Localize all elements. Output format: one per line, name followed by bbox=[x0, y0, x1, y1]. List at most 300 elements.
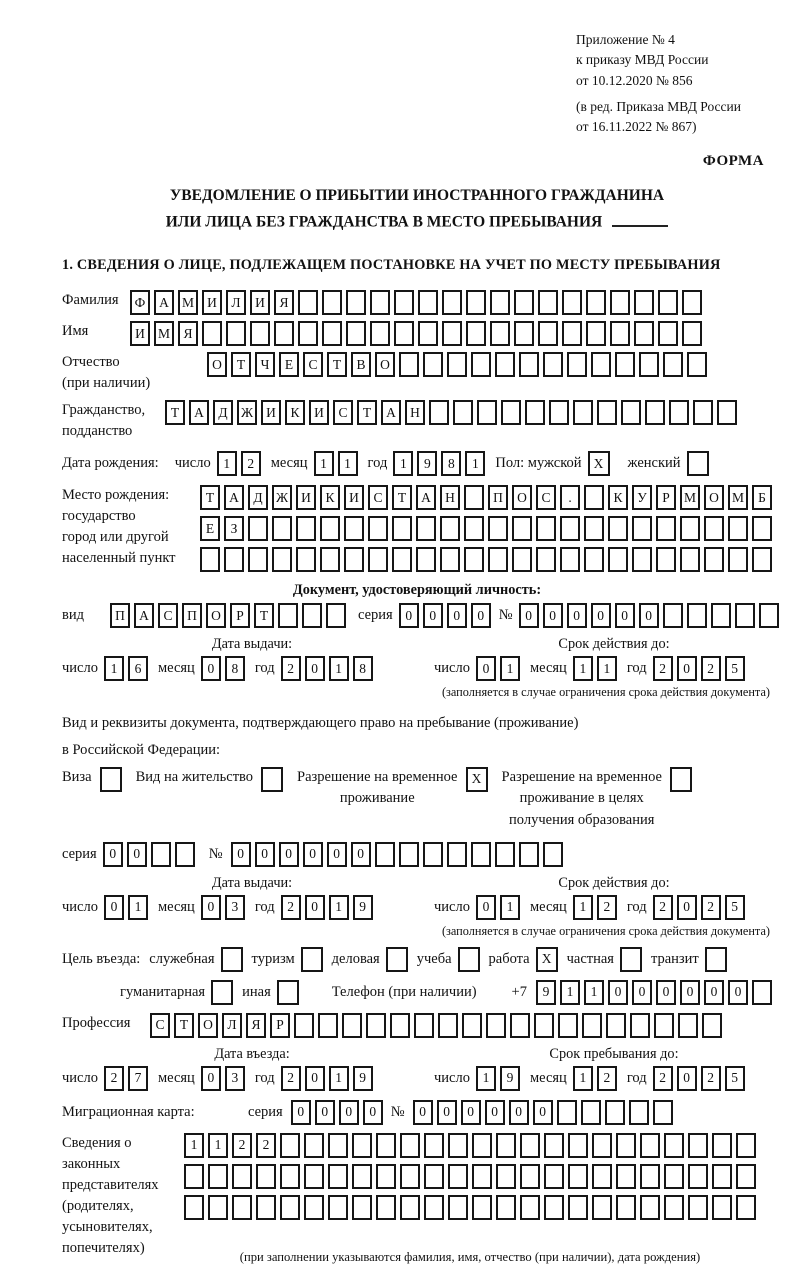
representative-cell[interactable] bbox=[304, 1133, 324, 1158]
patronymic-cell[interactable] bbox=[639, 352, 659, 377]
purpose-transit-checkbox[interactable] bbox=[705, 947, 727, 972]
residence-issue-month-cell[interactable]: 3 bbox=[225, 895, 245, 920]
purpose-work-checkbox[interactable] bbox=[536, 947, 558, 972]
entry-day-cell[interactable]: 7 bbox=[128, 1066, 148, 1091]
doc-issue-month-cell[interactable]: 8 bbox=[225, 656, 245, 681]
surname-cell[interactable]: Ф bbox=[130, 290, 150, 315]
representative-cell[interactable] bbox=[544, 1133, 564, 1158]
surname-cell[interactable] bbox=[538, 290, 558, 315]
entry-year[interactable] bbox=[281, 1066, 373, 1091]
doc-series-boxes[interactable] bbox=[399, 603, 491, 628]
residence-issue-month[interactable] bbox=[201, 895, 245, 920]
citizenship-cell[interactable] bbox=[717, 400, 737, 425]
birth-year-cell[interactable]: 1 bbox=[465, 451, 485, 476]
birth-place-cell[interactable]: Т bbox=[200, 485, 220, 510]
representative-cell[interactable] bbox=[520, 1133, 540, 1158]
patronymic-cell[interactable] bbox=[615, 352, 635, 377]
surname-cell[interactable] bbox=[514, 290, 534, 315]
representative-cell[interactable] bbox=[688, 1195, 708, 1220]
representative-cell[interactable] bbox=[352, 1133, 372, 1158]
birth-place-cell[interactable]: И bbox=[344, 485, 364, 510]
doc-issue-day-cell[interactable]: 6 bbox=[128, 656, 148, 681]
patronymic-cell[interactable] bbox=[447, 352, 467, 377]
citizenship-cell[interactable] bbox=[693, 400, 713, 425]
representative-cell[interactable] bbox=[592, 1133, 612, 1158]
birth-place-cell[interactable]: А bbox=[224, 485, 244, 510]
surname-cell[interactable] bbox=[634, 290, 654, 315]
birth-place-cell[interactable] bbox=[296, 516, 316, 541]
representative-cell[interactable] bbox=[664, 1133, 684, 1158]
profession-cell[interactable] bbox=[606, 1013, 626, 1038]
birth-place-cell[interactable] bbox=[248, 516, 268, 541]
residence-number-cell[interactable] bbox=[375, 842, 395, 867]
representative-cell[interactable] bbox=[280, 1164, 300, 1189]
representative-cell[interactable] bbox=[472, 1164, 492, 1189]
doc-number-cell[interactable]: 0 bbox=[615, 603, 635, 628]
representative-cell[interactable] bbox=[376, 1164, 396, 1189]
doc-valid-month-cell[interactable]: 1 bbox=[597, 656, 617, 681]
doc-issue-year-cell[interactable]: 8 bbox=[353, 656, 373, 681]
birth-place-cell[interactable] bbox=[560, 516, 580, 541]
citizenship-cell[interactable]: С bbox=[333, 400, 353, 425]
stay-year-cell[interactable]: 2 bbox=[701, 1066, 721, 1091]
surname-cell[interactable] bbox=[682, 290, 702, 315]
birth-place-cell[interactable] bbox=[584, 485, 604, 510]
representative-cell[interactable] bbox=[640, 1195, 660, 1220]
citizenship-cell[interactable]: И bbox=[309, 400, 329, 425]
residence-permit-checkbox[interactable] bbox=[261, 767, 283, 792]
purpose-other-checkbox[interactable] bbox=[277, 980, 299, 1005]
citizenship-cell[interactable]: Н bbox=[405, 400, 425, 425]
residence-number-cell[interactable] bbox=[495, 842, 515, 867]
doc-valid-year-cell[interactable]: 5 bbox=[725, 656, 745, 681]
given-name-cell[interactable] bbox=[442, 321, 462, 346]
migration-series-cell[interactable]: 0 bbox=[339, 1100, 359, 1125]
surname-cell[interactable] bbox=[418, 290, 438, 315]
birth-place-cell[interactable] bbox=[416, 516, 436, 541]
residence-number-cell[interactable]: 0 bbox=[255, 842, 275, 867]
patronymic-cell[interactable] bbox=[687, 352, 707, 377]
entry-year-cell[interactable]: 2 bbox=[281, 1066, 301, 1091]
residence-issue-year[interactable] bbox=[281, 895, 373, 920]
surname-cell[interactable] bbox=[586, 290, 606, 315]
migration-number-cell[interactable] bbox=[581, 1100, 601, 1125]
residence-issue-year-cell[interactable]: 9 bbox=[353, 895, 373, 920]
residence-issue-year-cell[interactable]: 2 bbox=[281, 895, 301, 920]
birth-place-cell[interactable] bbox=[752, 547, 772, 572]
doc-number-cell[interactable]: 0 bbox=[543, 603, 563, 628]
doc-issue-year-cell[interactable]: 0 bbox=[305, 656, 325, 681]
residence-number-cell[interactable] bbox=[399, 842, 419, 867]
doc-valid-day-cell[interactable]: 0 bbox=[476, 656, 496, 681]
given-name-cell[interactable] bbox=[586, 321, 606, 346]
representative-cell[interactable] bbox=[376, 1133, 396, 1158]
birth-place-cell[interactable]: К bbox=[320, 485, 340, 510]
phone-digit-cell[interactable]: 1 bbox=[584, 980, 604, 1005]
representative-cell[interactable] bbox=[424, 1195, 444, 1220]
residence-valid-month-cell[interactable]: 2 bbox=[597, 895, 617, 920]
phone-digit-cell[interactable]: 0 bbox=[608, 980, 628, 1005]
surname-cell[interactable] bbox=[610, 290, 630, 315]
birth-place-cell[interactable] bbox=[704, 547, 724, 572]
representative-cell[interactable] bbox=[496, 1133, 516, 1158]
profession-cell[interactable] bbox=[414, 1013, 434, 1038]
doc-number-cell[interactable]: 0 bbox=[591, 603, 611, 628]
citizenship-cell[interactable]: Т bbox=[357, 400, 377, 425]
given-name-cell[interactable] bbox=[658, 321, 678, 346]
representative-cell[interactable] bbox=[256, 1195, 276, 1220]
surname-cell[interactable]: Я bbox=[274, 290, 294, 315]
representative-cell[interactable] bbox=[568, 1133, 588, 1158]
given-name-cell[interactable]: И bbox=[130, 321, 150, 346]
doc-type-cell[interactable] bbox=[326, 603, 346, 628]
birth-place-cell[interactable] bbox=[512, 547, 532, 572]
representative-cell[interactable] bbox=[736, 1164, 756, 1189]
birth-place-cell[interactable]: К bbox=[608, 485, 628, 510]
representative-cell[interactable] bbox=[208, 1195, 228, 1220]
profession-cell[interactable] bbox=[294, 1013, 314, 1038]
phone-boxes[interactable] bbox=[536, 980, 772, 1005]
migration-number-cell[interactable]: 0 bbox=[509, 1100, 529, 1125]
birth-place-cell[interactable] bbox=[704, 516, 724, 541]
representatives-boxes-row1[interactable] bbox=[184, 1133, 756, 1158]
migration-number-cell[interactable] bbox=[629, 1100, 649, 1125]
birth-year-cell[interactable]: 1 bbox=[393, 451, 413, 476]
given-name-cell[interactable]: Я bbox=[178, 321, 198, 346]
representative-cell[interactable] bbox=[592, 1164, 612, 1189]
representative-cell[interactable] bbox=[304, 1195, 324, 1220]
doc-number-cell[interactable] bbox=[687, 603, 707, 628]
birth-month-boxes[interactable] bbox=[314, 451, 358, 476]
representative-cell[interactable] bbox=[496, 1195, 516, 1220]
doc-valid-month-cell[interactable]: 1 bbox=[573, 656, 593, 681]
profession-cell[interactable] bbox=[438, 1013, 458, 1038]
birth-place-cell[interactable]: С bbox=[536, 485, 556, 510]
representative-cell[interactable] bbox=[544, 1164, 564, 1189]
citizenship-cell[interactable] bbox=[525, 400, 545, 425]
doc-valid-month[interactable] bbox=[573, 656, 617, 681]
residence-issue-year-cell[interactable]: 1 bbox=[329, 895, 349, 920]
representative-cell[interactable] bbox=[688, 1164, 708, 1189]
doc-valid-year[interactable] bbox=[653, 656, 745, 681]
doc-type-cell[interactable]: Т bbox=[254, 603, 274, 628]
visa-checkbox[interactable] bbox=[100, 767, 122, 792]
birth-place-boxes-row3[interactable] bbox=[200, 547, 772, 572]
patronymic-cell[interactable] bbox=[567, 352, 587, 377]
birth-day-cell[interactable]: 1 bbox=[217, 451, 237, 476]
doc-series-cell[interactable]: 0 bbox=[471, 603, 491, 628]
given-name-cell[interactable] bbox=[250, 321, 270, 346]
birth-place-cell[interactable] bbox=[632, 516, 652, 541]
doc-issue-year-cell[interactable]: 1 bbox=[329, 656, 349, 681]
residence-valid-year-cell[interactable]: 2 bbox=[653, 895, 673, 920]
given-name-cell[interactable] bbox=[370, 321, 390, 346]
migration-number-boxes[interactable] bbox=[413, 1100, 673, 1125]
birth-year-boxes[interactable] bbox=[393, 451, 485, 476]
phone-digit-cell[interactable]: 0 bbox=[632, 980, 652, 1005]
representative-cell[interactable] bbox=[712, 1195, 732, 1220]
representative-cell[interactable]: 1 bbox=[184, 1133, 204, 1158]
doc-valid-year-cell[interactable]: 2 bbox=[701, 656, 721, 681]
given-name-cell[interactable] bbox=[202, 321, 222, 346]
sex-female-checkbox[interactable] bbox=[687, 451, 709, 476]
given-name-cell[interactable]: М bbox=[154, 321, 174, 346]
temp-residence-checkbox[interactable] bbox=[466, 767, 488, 792]
representative-cell[interactable] bbox=[568, 1195, 588, 1220]
birth-place-cell[interactable]: М bbox=[728, 485, 748, 510]
birth-place-cell[interactable]: О bbox=[512, 485, 532, 510]
birth-day-boxes[interactable] bbox=[217, 451, 261, 476]
patronymic-cell[interactable] bbox=[399, 352, 419, 377]
representative-cell[interactable] bbox=[448, 1164, 468, 1189]
representative-cell[interactable]: 2 bbox=[232, 1133, 252, 1158]
migration-series-cell[interactable]: 0 bbox=[291, 1100, 311, 1125]
birth-place-cell[interactable] bbox=[440, 516, 460, 541]
residence-valid-month-cell[interactable]: 1 bbox=[573, 895, 593, 920]
birth-place-cell[interactable]: С bbox=[368, 485, 388, 510]
residence-series-cell[interactable]: 0 bbox=[103, 842, 123, 867]
residence-series-cell[interactable] bbox=[151, 842, 171, 867]
birth-place-cell[interactable] bbox=[296, 547, 316, 572]
citizenship-boxes[interactable] bbox=[165, 400, 737, 425]
residence-issue-day-cell[interactable]: 1 bbox=[128, 895, 148, 920]
representative-cell[interactable] bbox=[352, 1195, 372, 1220]
residence-number-cell[interactable]: 0 bbox=[351, 842, 371, 867]
residence-valid-day-cell[interactable]: 1 bbox=[500, 895, 520, 920]
representative-cell[interactable] bbox=[400, 1133, 420, 1158]
birth-place-cell[interactable] bbox=[536, 547, 556, 572]
representative-cell[interactable] bbox=[544, 1195, 564, 1220]
birth-place-cell[interactable]: Б bbox=[752, 485, 772, 510]
birth-place-cell[interactable] bbox=[272, 547, 292, 572]
residence-series-boxes[interactable] bbox=[103, 842, 195, 867]
residence-issue-year-cell[interactable]: 0 bbox=[305, 895, 325, 920]
patronymic-cell[interactable]: Т bbox=[231, 352, 251, 377]
surname-cell[interactable] bbox=[346, 290, 366, 315]
profession-cell[interactable] bbox=[510, 1013, 530, 1038]
doc-issue-month[interactable] bbox=[201, 656, 245, 681]
residence-number-cell[interactable] bbox=[519, 842, 539, 867]
phone-digit-cell[interactable]: 0 bbox=[704, 980, 724, 1005]
birth-place-cell[interactable]: М bbox=[680, 485, 700, 510]
surname-cell[interactable] bbox=[466, 290, 486, 315]
profession-cell[interactable]: О bbox=[198, 1013, 218, 1038]
residence-series-cell[interactable]: 0 bbox=[127, 842, 147, 867]
doc-number-cell[interactable]: 0 bbox=[567, 603, 587, 628]
profession-cell[interactable]: С bbox=[150, 1013, 170, 1038]
birth-place-cell[interactable] bbox=[272, 516, 292, 541]
representative-cell[interactable] bbox=[472, 1195, 492, 1220]
representative-cell[interactable]: 2 bbox=[256, 1133, 276, 1158]
given-name-cell[interactable] bbox=[418, 321, 438, 346]
profession-cell[interactable] bbox=[630, 1013, 650, 1038]
doc-number-cell[interactable]: 0 bbox=[639, 603, 659, 628]
representative-cell[interactable]: 1 bbox=[208, 1133, 228, 1158]
representative-cell[interactable] bbox=[184, 1195, 204, 1220]
surname-cell[interactable]: Л bbox=[226, 290, 246, 315]
surname-cell[interactable] bbox=[394, 290, 414, 315]
phone-digit-cell[interactable]: 9 bbox=[536, 980, 556, 1005]
residence-number-cell[interactable]: 0 bbox=[327, 842, 347, 867]
citizenship-cell[interactable] bbox=[501, 400, 521, 425]
purpose-study-checkbox[interactable] bbox=[458, 947, 480, 972]
birth-place-cell[interactable] bbox=[656, 516, 676, 541]
doc-issue-year[interactable] bbox=[281, 656, 373, 681]
birth-place-cell[interactable] bbox=[488, 547, 508, 572]
representative-cell[interactable] bbox=[616, 1164, 636, 1189]
purpose-official-checkbox[interactable] bbox=[221, 947, 243, 972]
birth-place-cell[interactable]: Р bbox=[656, 485, 676, 510]
purpose-business-checkbox[interactable] bbox=[386, 947, 408, 972]
doc-type-cell[interactable]: П bbox=[182, 603, 202, 628]
citizenship-cell[interactable]: А bbox=[381, 400, 401, 425]
birth-place-cell[interactable] bbox=[320, 547, 340, 572]
birth-place-cell[interactable] bbox=[488, 516, 508, 541]
profession-cell[interactable] bbox=[702, 1013, 722, 1038]
representative-cell[interactable] bbox=[664, 1195, 684, 1220]
profession-cell[interactable] bbox=[462, 1013, 482, 1038]
given-name-cell[interactable] bbox=[322, 321, 342, 346]
given-name-cell[interactable] bbox=[610, 321, 630, 346]
representative-cell[interactable] bbox=[304, 1164, 324, 1189]
entry-month[interactable] bbox=[201, 1066, 245, 1091]
purpose-official-checkbox[interactable] bbox=[221, 947, 243, 972]
birth-place-cell[interactable]: Т bbox=[392, 485, 412, 510]
migration-number-cell[interactable]: 0 bbox=[437, 1100, 457, 1125]
doc-type-cell[interactable] bbox=[302, 603, 322, 628]
patronymic-cell[interactable] bbox=[423, 352, 443, 377]
profession-cell[interactable]: Р bbox=[270, 1013, 290, 1038]
migration-number-cell[interactable] bbox=[557, 1100, 577, 1125]
representative-cell[interactable] bbox=[736, 1195, 756, 1220]
representative-cell[interactable] bbox=[616, 1195, 636, 1220]
stay-day-cell[interactable]: 9 bbox=[500, 1066, 520, 1091]
residence-issue-day-cell[interactable]: 0 bbox=[104, 895, 124, 920]
residence-number-cell[interactable]: 0 bbox=[303, 842, 323, 867]
representatives-boxes-row3[interactable] bbox=[184, 1195, 756, 1220]
profession-cell[interactable]: Я bbox=[246, 1013, 266, 1038]
patronymic-cell[interactable] bbox=[495, 352, 515, 377]
citizenship-cell[interactable]: Д bbox=[213, 400, 233, 425]
birth-place-cell[interactable] bbox=[560, 547, 580, 572]
birth-place-cell[interactable] bbox=[224, 547, 244, 572]
birth-place-cell[interactable] bbox=[200, 547, 220, 572]
representative-cell[interactable] bbox=[184, 1164, 204, 1189]
representative-cell[interactable] bbox=[568, 1164, 588, 1189]
residence-number-cell[interactable] bbox=[471, 842, 491, 867]
birth-place-cell[interactable] bbox=[536, 516, 556, 541]
birth-place-cell[interactable] bbox=[464, 516, 484, 541]
residence-number-boxes[interactable] bbox=[231, 842, 563, 867]
birth-month-cell[interactable]: 1 bbox=[314, 451, 334, 476]
purpose-humanitarian-checkbox[interactable] bbox=[211, 980, 233, 1005]
profession-cell[interactable]: Л bbox=[222, 1013, 242, 1038]
stay-year-cell[interactable]: 0 bbox=[677, 1066, 697, 1091]
birth-place-cell[interactable] bbox=[728, 547, 748, 572]
birth-place-cell[interactable] bbox=[392, 547, 412, 572]
phone-digit-cell[interactable]: 0 bbox=[656, 980, 676, 1005]
doc-issue-day[interactable] bbox=[104, 656, 148, 681]
representatives-boxes-row2[interactable] bbox=[184, 1164, 756, 1189]
purpose-tourism-checkbox[interactable] bbox=[301, 947, 323, 972]
given-name-cell[interactable] bbox=[226, 321, 246, 346]
entry-month-cell[interactable]: 3 bbox=[225, 1066, 245, 1091]
birth-place-cell[interactable]: У bbox=[632, 485, 652, 510]
representative-cell[interactable] bbox=[616, 1133, 636, 1158]
given-name-cell[interactable] bbox=[634, 321, 654, 346]
sex-male-checkbox[interactable] bbox=[588, 451, 610, 476]
profession-cell[interactable] bbox=[678, 1013, 698, 1038]
birth-place-cell[interactable] bbox=[464, 547, 484, 572]
birth-place-cell[interactable] bbox=[464, 485, 484, 510]
stay-day[interactable] bbox=[476, 1066, 520, 1091]
representative-cell[interactable] bbox=[424, 1164, 444, 1189]
surname-cell[interactable]: И bbox=[250, 290, 270, 315]
given-name-cell[interactable] bbox=[394, 321, 414, 346]
representative-cell[interactable] bbox=[280, 1195, 300, 1220]
birth-place-cell[interactable] bbox=[632, 547, 652, 572]
doc-type-cell[interactable]: П bbox=[110, 603, 130, 628]
citizenship-cell[interactable] bbox=[453, 400, 473, 425]
purpose-private-checkbox[interactable] bbox=[620, 947, 642, 972]
surname-cell[interactable] bbox=[370, 290, 390, 315]
residence-permit-checkbox[interactable] bbox=[261, 767, 283, 792]
given-name-cell[interactable] bbox=[298, 321, 318, 346]
representative-cell[interactable] bbox=[232, 1164, 252, 1189]
doc-number-cell[interactable]: 0 bbox=[519, 603, 539, 628]
representative-cell[interactable] bbox=[376, 1195, 396, 1220]
doc-valid-day[interactable] bbox=[476, 656, 520, 681]
purpose-transit-checkbox[interactable] bbox=[705, 947, 727, 972]
birth-place-cell[interactable] bbox=[320, 516, 340, 541]
patronymic-cell[interactable] bbox=[471, 352, 491, 377]
representative-cell[interactable] bbox=[424, 1133, 444, 1158]
birth-place-cell[interactable]: П bbox=[488, 485, 508, 510]
birth-place-cell[interactable] bbox=[752, 516, 772, 541]
doc-valid-year-cell[interactable]: 2 bbox=[653, 656, 673, 681]
birth-place-cell[interactable]: . bbox=[560, 485, 580, 510]
patronymic-cell[interactable] bbox=[591, 352, 611, 377]
patronymic-cell[interactable]: Т bbox=[327, 352, 347, 377]
birth-place-cell[interactable]: Ж bbox=[272, 485, 292, 510]
birth-month-cell[interactable]: 1 bbox=[338, 451, 358, 476]
purpose-tourism-checkbox[interactable] bbox=[301, 947, 323, 972]
birth-place-cell[interactable] bbox=[440, 547, 460, 572]
doc-number-boxes[interactable] bbox=[519, 603, 779, 628]
entry-year-cell[interactable]: 0 bbox=[305, 1066, 325, 1091]
surname-cell[interactable] bbox=[490, 290, 510, 315]
doc-type-cell[interactable] bbox=[278, 603, 298, 628]
patronymic-cell[interactable] bbox=[543, 352, 563, 377]
representative-cell[interactable] bbox=[400, 1195, 420, 1220]
temp-residence-education-checkbox[interactable] bbox=[670, 767, 692, 792]
doc-issue-day-cell[interactable]: 1 bbox=[104, 656, 124, 681]
residence-number-cell[interactable]: 0 bbox=[279, 842, 299, 867]
representative-cell[interactable] bbox=[448, 1195, 468, 1220]
migration-series-cell[interactable]: 0 bbox=[315, 1100, 335, 1125]
migration-series-boxes[interactable] bbox=[291, 1100, 383, 1125]
migration-number-cell[interactable] bbox=[605, 1100, 625, 1125]
patronymic-boxes[interactable] bbox=[207, 352, 707, 377]
citizenship-cell[interactable] bbox=[669, 400, 689, 425]
birth-place-cell[interactable] bbox=[392, 516, 412, 541]
temp-residence-checkbox[interactable]: X bbox=[466, 767, 488, 792]
surname-cell[interactable] bbox=[322, 290, 342, 315]
representative-cell[interactable] bbox=[256, 1164, 276, 1189]
profession-cell[interactable] bbox=[534, 1013, 554, 1038]
profession-cell[interactable] bbox=[318, 1013, 338, 1038]
doc-number-cell[interactable] bbox=[735, 603, 755, 628]
